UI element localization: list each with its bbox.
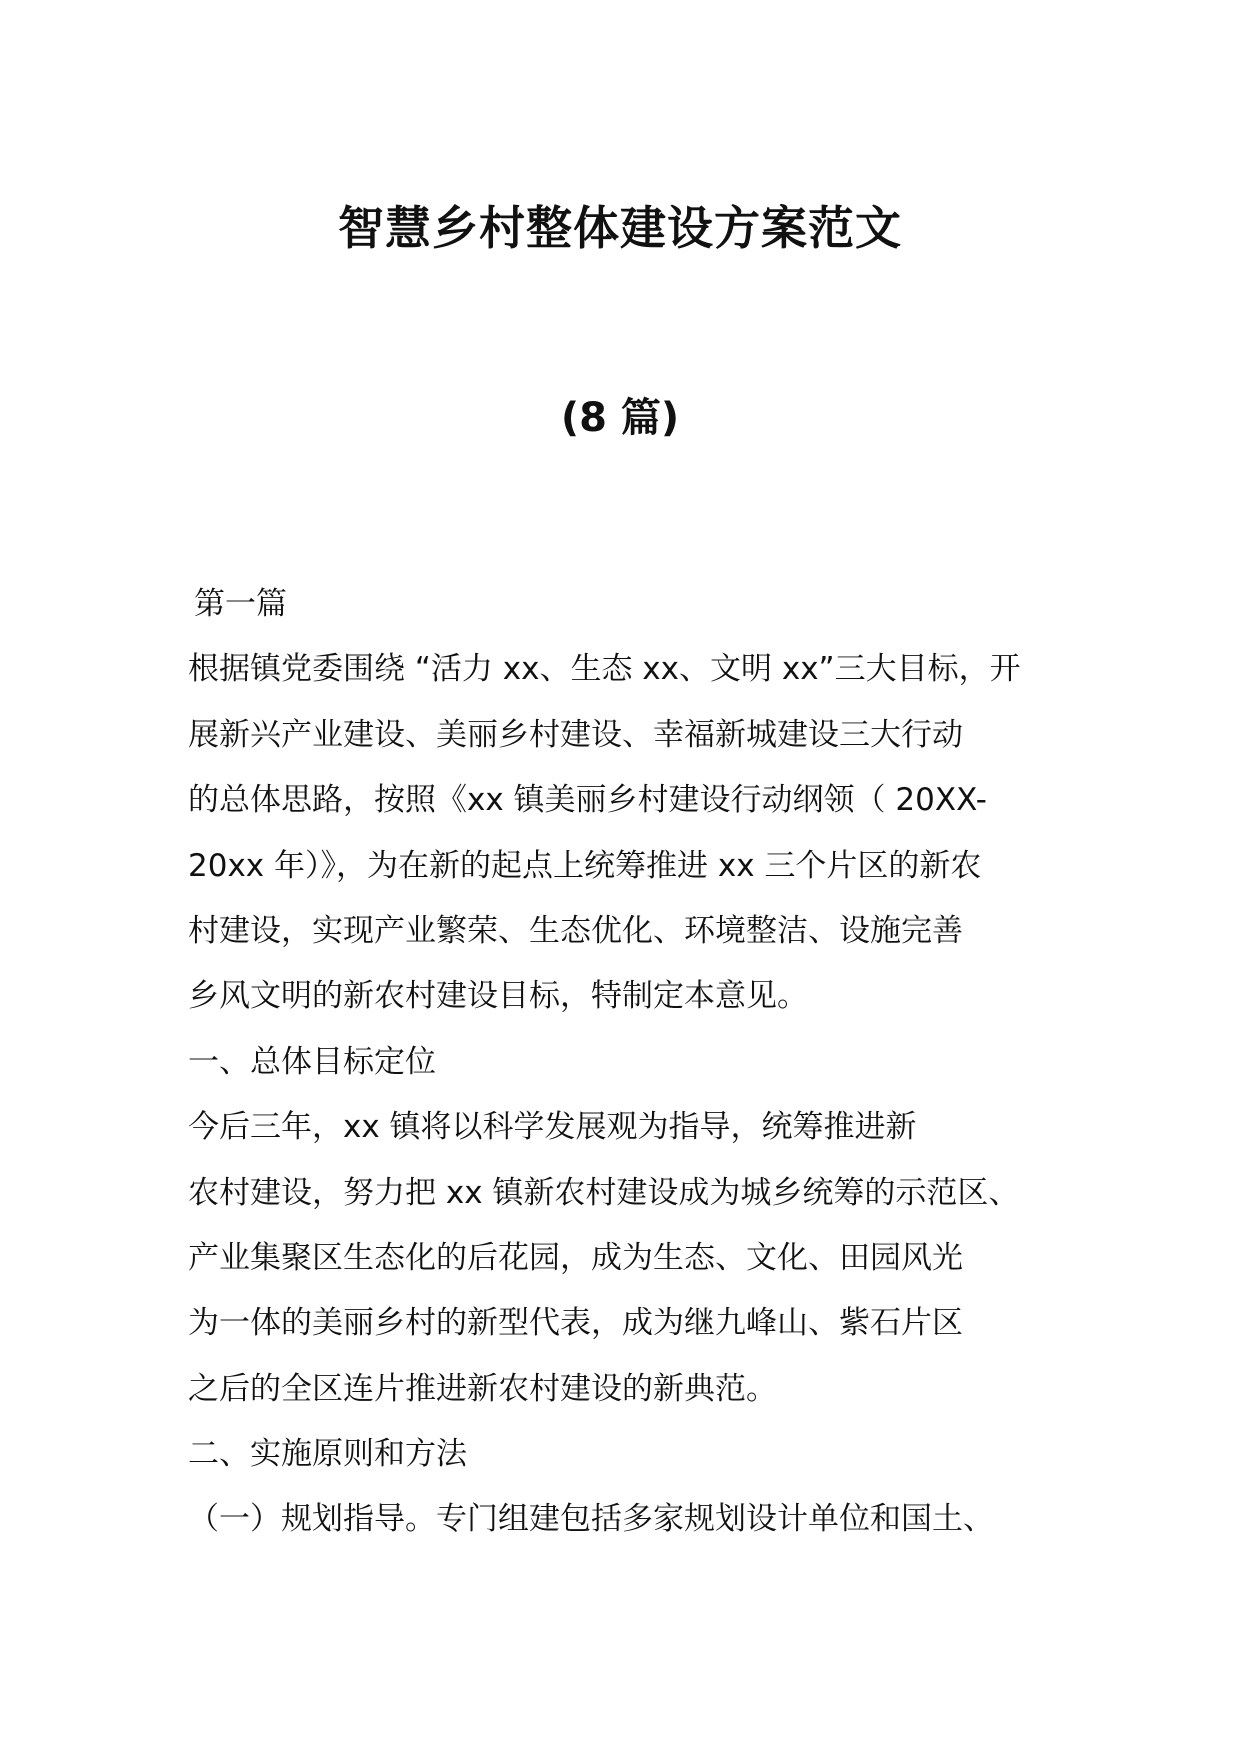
paragraph-line: 产业集聚区生态化的后花园，成为生态、文化、田园风光 bbox=[188, 1239, 963, 1276]
section-heading-principles: 二、实施原则和方法 bbox=[188, 1436, 467, 1473]
paragraph-line: 乡风文明的新农村建设目标，特制定本意见。 bbox=[188, 978, 808, 1015]
paragraph-line: 为一体的美丽乡村的新型代表，成为继九峰山、紫石片区 bbox=[188, 1305, 963, 1342]
paragraph-line: 20xx 年）》，为在新的起点上统筹推进 xx 三个片区的新农 bbox=[188, 847, 982, 884]
section-heading-goal: 一、总体目标定位 bbox=[188, 1043, 436, 1080]
paragraph-line: 的总体思路，按照《xx 镇美丽乡村建设行动纲领（ 20XX- bbox=[188, 782, 987, 819]
paragraph-line: 今后三年，xx 镇将以科学发展观为指导，统筹推进新 bbox=[188, 1109, 917, 1146]
paragraph-line: 村建设，实现产业繁荣、生态优化、环境整洁、设施完善 bbox=[188, 912, 963, 949]
document-title: 智慧乡村整体建设方案范文 bbox=[338, 201, 902, 255]
paragraph-line: （一）规划指导。专门组建包括多家规划设计单位和国土、 bbox=[188, 1501, 994, 1538]
paragraph-line: 根据镇党委围绕 “活力 xx、生态 xx、文明 xx”三大目标，开 bbox=[188, 651, 1021, 688]
body-text bbox=[188, 572, 1088, 1553]
paragraph-line: 展新兴产业建设、美丽乡村建设、幸福新城建设三大行动 bbox=[188, 716, 963, 753]
document-subtitle: (8 篇) bbox=[560, 395, 680, 441]
section-heading-first: 第一篇 bbox=[194, 586, 287, 622]
paragraph-line: 农村建设，努力把 xx 镇新农村建设成为城乡统筹的示范区、 bbox=[188, 1174, 1020, 1211]
paragraph-line: 之后的全区连片推进新农村建设的新典范。 bbox=[188, 1370, 777, 1407]
